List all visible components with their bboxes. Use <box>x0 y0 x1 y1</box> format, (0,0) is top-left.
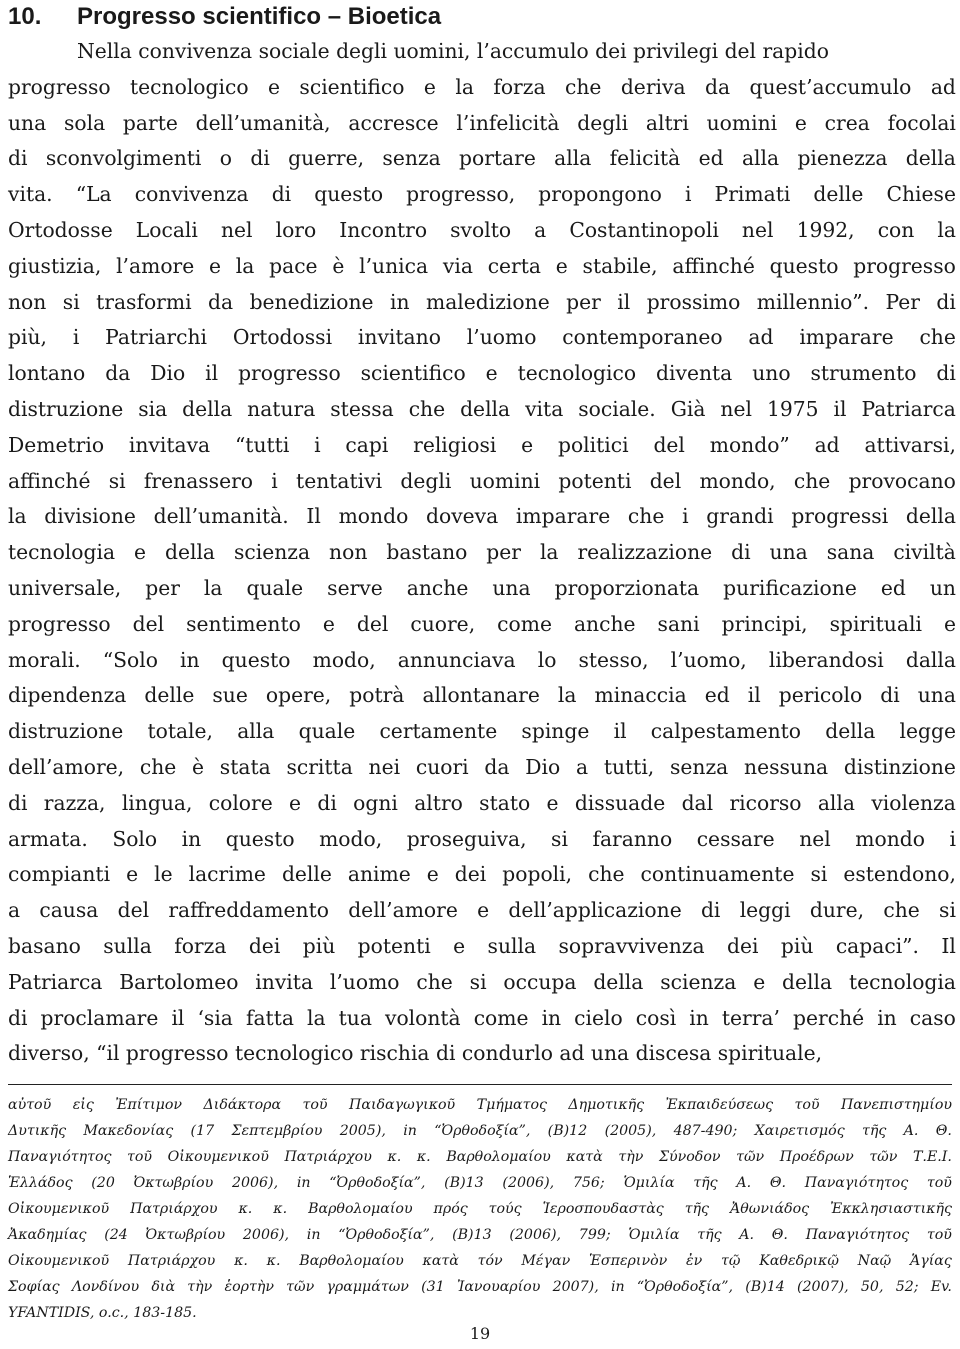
text-line: tecnologia e della scienza non bastano per la realizzazione di una sana civiltà <box>8 540 956 565</box>
text-line: affinché si frenassero i tentativi degli uomini potenti del mondo, che provocano <box>8 468 956 493</box>
text-line: vita. “La convivenza di questo progresso, propongono i Primati delle Chiese <box>8 182 956 207</box>
text-line: una sola parte dell’umanità, accresce l’infelicità degli altri uomini e crea focolai <box>8 110 956 135</box>
text-line: armata. Solo in questo modo, proseguiva, si faranno cessare nel mondo i <box>8 826 956 851</box>
text-line: Ἀκαδημίας (24 Ὀκτωβρίου 2006), in “Ὀρθοδοξία”, (B)13 (2006), 799; Ὁμιλία τῆς Α. Θ. Παναγιότητος τοῦ <box>8 1227 952 1243</box>
text-line: YFANTIDIS, o.c., 183-185. <box>8 1305 197 1321</box>
text-line: di proclamare il ‘sia fatta la tua volontà come in cielo così in terra’ perché in caso <box>8 1005 956 1030</box>
text-line: morali. “Solo in questo modo, annunciava lo stesso, l’uomo, liberandosi dalla <box>8 647 956 672</box>
section-title: Progresso scientifico – Bioetica <box>77 3 442 30</box>
text-line: distruzione totale, alla quale certamente spinge il calpestamento della legge <box>8 719 956 744</box>
text-line: Ἑλλάδος (20 Ὀκτωβρίου 2006), in “Ὀρθοδοξία”, (B)13 (2006), 756; Ὁμιλία τῆς Α. Θ. Παναγιότητος τοῦ <box>8 1175 952 1191</box>
text-line: dipendenza delle sue opere, potrà allontanare la minaccia ed il pericolo di una <box>8 683 956 708</box>
text-line: universale, per la quale serve anche una proporzionata purificazione ed un <box>8 575 956 600</box>
text-line: αὐτοῦ εἰς Ἐπίτιμον Διδάκτορα τοῦ Παιδαγωγικοῦ Τμήματος Δημοτικῆς Ἐκπαιδεύσεως τοῦ Πανεπιστημίου <box>8 1097 952 1113</box>
text-line: distruzione sia della natura stessa che della vita sociale. Già nel 1975 il Patriarca <box>8 396 956 421</box>
text-line: a causa del raffreddamento dell’amore e dell’applicazione di leggi dure, che si <box>8 898 956 923</box>
text-line: Παναγιότητος τοῦ Οἰκουμενικοῦ Πατριάρχου κ. κ. Βαρθολομαίου κατὰ τὴν Σύνοδον τῶν Προέδρων τῶν Τ.Ε.Ι. <box>8 1149 952 1165</box>
text-line: Nella convivenza sociale degli uomini, l’accumulo dei privilegi del rapido <box>77 39 829 63</box>
text-line: compianti e le lacrime delle anime e dei popoli, che continuamente si estendono, <box>8 862 956 887</box>
text-line: diverso, “il progresso tecnologico rischia di condurlo ad una discesa spirituale, <box>8 1041 823 1066</box>
text-line: Demetrio invitava “tutti i capi religiosi e politici del mondo” ad attivarsi, <box>8 432 956 457</box>
text-line: Patriarca Bartolomeo invita l’uomo che si occupa della scienza e della tecnologia <box>8 969 956 994</box>
text-line: basano sulla forza dei più potenti e sulla sopravvivenza dei più capaci”. Il <box>8 933 956 958</box>
text-line: di razza, lingua, colore e di ogni altro stato e dissuade dal ricorso alla violenza <box>8 790 956 815</box>
text-line: di sconvolgimenti o di guerre, senza portare alla felicità ed alla pienezza della <box>8 146 956 171</box>
body-text <box>8 34 956 1072</box>
footnote-separator <box>8 1084 952 1085</box>
text-line: Οἰκουμενικοῦ Πατριάρχου κ. κ. Βαρθολομαίου κατὰ τόν Μέγαν Ἑσπερινὸν ἐν τῷ Καθεδρικῷ Ναῷ Ἁγίας <box>8 1253 952 1269</box>
text-line: progresso del sentimento e del cuore, come anche sani principi, spirituali e <box>8 611 956 636</box>
text-line: dell’amore, che è stata scritta nei cuori da Dio a tutti, senza nessuna distinzione <box>8 754 956 779</box>
text-line: Ortodosse Locali nel loro Incontro svolto a Costantinopoli nel 1992, con la <box>8 217 956 242</box>
section-number: 10. <box>8 3 42 30</box>
text-line: lontano da Dio il progresso scientifico e tecnologico diventa uno strumento di <box>8 361 956 386</box>
text-line: progresso tecnologico e scientifico e la forza che deriva da quest’accumulo ad <box>8 74 956 99</box>
section-heading <box>8 2 441 32</box>
page-number: 19 <box>469 1324 491 1343</box>
text-line: Σοφίας Λονδίνου διὰ τὴν ἑορτὴν τῶν γραμμάτων (31 Ἰανουαρίου 2007), in “Ὀρθοδοξία”, (B)14 (2007), 50, 52; Ev. <box>8 1279 952 1295</box>
text-line: la divisione dell’umanità. Il mondo doveva imparare che i grandi progressi della <box>8 504 956 529</box>
footnote-text <box>8 1092 952 1326</box>
text-line: più, i Patriarchi Ortodossi invitano l’uomo contemporaneo ad imparare che <box>8 325 956 350</box>
text-line: Οἰκουμενικοῦ Πατριάρχου κ. κ. Βαρθολομαίου πρός τούς Ἱεροσπουδαστὰς τῆς Ἀθωνιάδος Ἐκκλησιαστικῆς <box>8 1201 952 1217</box>
text-line: giustizia, l’amore e la pace è l’unica via certa e stabile, affinché questo progresso <box>8 253 956 278</box>
text-line: Δυτικῆς Μακεδονίας (17 Σεπτεμβρίου 2005), in “Ὀρθοδοξία”, (B)12 (2005), 487-490; Χαιρετισμός τῆς Α. Θ. <box>8 1123 952 1139</box>
text-line: non si trasformi da benedizione in maledizione per il prossimo millennio”. Per di <box>8 289 956 314</box>
